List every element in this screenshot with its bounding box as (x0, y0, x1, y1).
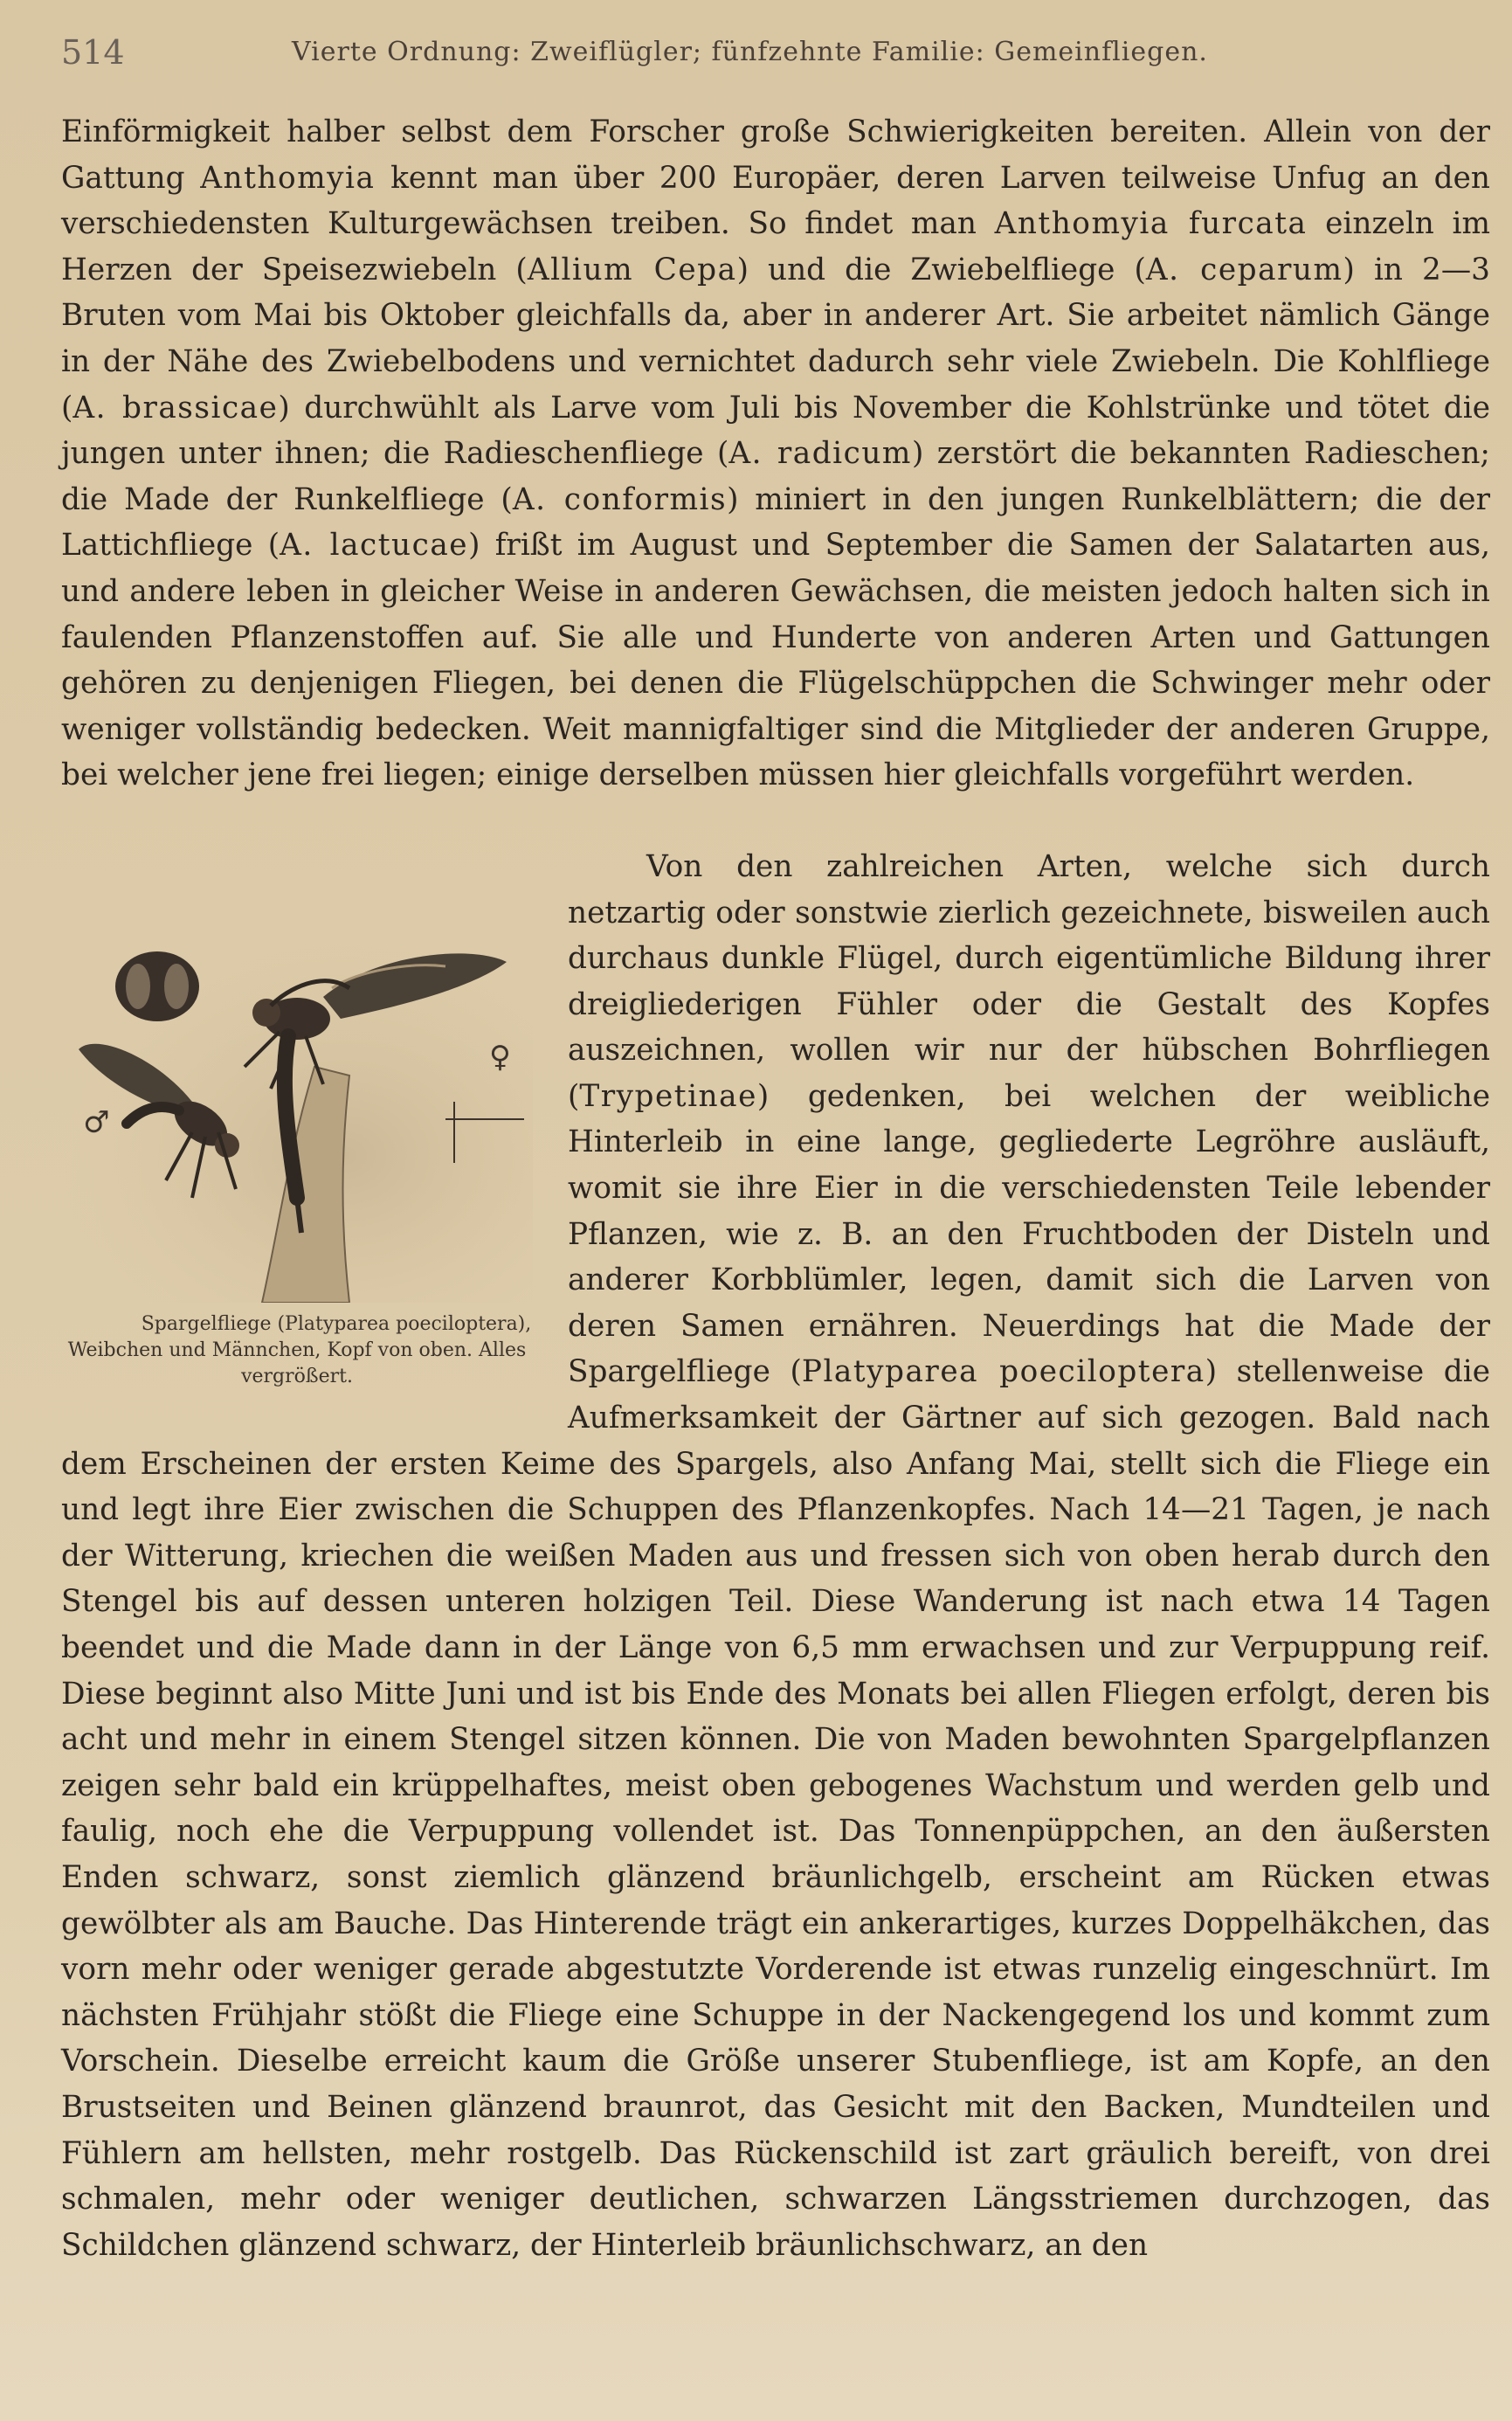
text-run: ) frißt im August und September die Samen der Salatarten aus, und andere leben in gleicher Weise in anderen Gewächsen, die meisten jedoch halten sich in faulenden Pflanzenstoffen auf. Sie alle und Hunderte von anderen Arten und Gattungen gehören zu denjenigen Fliegen, bei denen die Flügelschüppchen die Schwinger mehr oder weniger vollständig bedecken. Weit mannigfaltiger sind die Mitglieder der anderen Gruppe, bei welcher jene frei liegen; einige derselben müssen hier gleichfalls vorgeführt werden. (61, 528, 1490, 793)
latin-name: A. radicum (728, 436, 912, 472)
page-number: 514 (61, 33, 125, 72)
text-run: Einförmigkeit halber selbst dem Forscher große Schwierigkeiten bereiten. Allein von der Gattung (61, 114, 1490, 196)
running-head: Vierte Ordnung: Zweiflügler; fünfzehnte Familie: Gemeinfliegen. (292, 37, 1208, 67)
latin-name: Anthomyia furcata (994, 206, 1308, 242)
latin-name: Anthomyia (200, 160, 376, 196)
latin-name: A. ceparum (1145, 252, 1343, 287)
latin-name: Trypetinae (579, 1078, 757, 1114)
text-run: ) zerstört die bekannten Radieschen; die Made der Runkelfliege ( (61, 436, 1490, 517)
page-body (61, 109, 1490, 2268)
latin-name: A. lactucae (280, 528, 469, 564)
head-from-above-icon (115, 951, 199, 1021)
latin-name: Platyparea poeciloptera (801, 1354, 1205, 1390)
latin-name: Allium Cepa (527, 252, 737, 287)
paragraph-gap (61, 799, 1490, 844)
male-symbol: ♂ (83, 1104, 110, 1140)
figure-spargelfliege (61, 936, 533, 1390)
text-run: ) stellenweise die Aufmerksamkeit der Gärtner auf sich gezogen. Bald nach dem Erscheinen der ersten Keime des Spargels, also Anfang Mai, stellt sich die Fliege ein und legt ihre Eier zwischen die Schuppen des Pflanzenkopfes. Nach 14—21 Tagen, je nach der Witterung, kriechen die weißen Maden aus und fressen sich von oben herab durch den Stengel bis auf dessen unteren holzigen Teil. Diese Wanderung ist nach etwa 14 Tagen beendet und die Made dann in der Länge von 6,5 mm erwachsen und zur Verpuppung reif. Diese beginnt also Mitte Juni und ist bis Ende des Monats bei allen Fliegen erfolgt, deren bis acht und mehr in einem Stengel sitzen können. Die von Maden bewohnten Spargelpflanzen zeigen sehr bald ein krüppelhaftes, meist oben gebogenes Wachstum und werden gelb und faulig, noch ehe die Verpuppung vollendet ist. Das Tonnenpüppchen, an den äußersten Enden schwarz, sonst ziemlich glänzend bräunlichgelb, erscheint am Rücken etwas gewölbter als am Bauche. Das Hinterende trägt ein ankerartiges, kurzes Doppelhäkchen, das vorn mehr oder weniger gerade abgestutzte Vorderende ist etwas runzelig eingeschnürt. Im nächsten Frühjahr stößt die Fliege eine Schuppe in der Nackengegend los und kommt zum Vorschein. Dieselbe erreicht kaum die Größe unserer Stubenfliege, ist am Kopfe, an den Brustseiten und Beinen glänzend braunrot, das Gesicht mit den Backen, Mundteilen und Fühlern am hellsten, mehr rostgelb. Das Rückenschild ist zart gräulich bereift, von drei schmalen, mehr oder weniger deutlichen, schwarzen Längsstriemen durchzogen, das Schildchen glänzend schwarz, der Hinterleib bräunlichschwarz, an den (61, 1354, 1490, 2263)
latin-name: A. brassicae (72, 390, 279, 425)
text-run: Von den zahlreichen Arten, welche sich durch netzartig oder sonstwie zierlich gezeichnete, bisweilen auch durchaus dunkle Flügel, durch eigentümliche Bildung ihrer dreigliederigen Fühler oder die Gestalt des Kopfes auszeichnen, wollen wir nur der hübschen Bohrfliegen ( (568, 848, 1490, 1114)
latin-name: A. conformis (512, 481, 728, 517)
female-symbol: ♀ (489, 1039, 511, 1075)
paragraph-bohrfliegen (61, 844, 1490, 2268)
text-run: ) und die Zwiebelfliege ( (736, 252, 1146, 287)
fly-illustration (61, 936, 533, 1303)
text-run: kennt man über 200 Europäer, deren Larven teilweise Unfug an den verschiedensten Kulturgewächsen treiben. So findet man (61, 160, 1490, 242)
text-run: ) miniert in den jungen Runkelblättern; die der Lattichfliege ( (61, 481, 1490, 564)
text-run: ) in 2—3 Bruten vom Mai bis Oktober gleichfalls da, aber in anderer Art. Sie arbeitet nämlich Gänge in der Nähe des Zwiebelbodens und vernichtet dadurch sehr viele Zwiebeln. Die Kohlfliege ( (61, 252, 1490, 425)
text-run: einzeln im Herzen der Speisezwiebeln ( (61, 206, 1491, 287)
text-run: ) durchwühlt als Larve vom Juli bis November die Kohlstrünke und tötet die jungen unter ihnen; die Radieschenfliege ( (61, 390, 1490, 472)
text-run: ) gedenken, bei welchen der weibliche Hinterleib in eine lange, gegliederte Legröhre ausläuft, womit sie ihre Eier in die verschiedensten Teile lebender Pflanzen, wie z. B. an den Fruchtboden der Disteln und anderer Korbblümler, legen, damit sich die Larven von deren Samen ernähren. Neuerdings hat die Made der Spargelfliege ( (568, 1078, 1490, 1390)
page-header (61, 33, 1459, 77)
figure-caption: Spargelfliege (Platyparea poeciloptera), Weibchen und Männchen, Kopf von oben. Alles vergrößert. (67, 1312, 532, 1387)
paragraph-anthomyia (61, 109, 1490, 799)
